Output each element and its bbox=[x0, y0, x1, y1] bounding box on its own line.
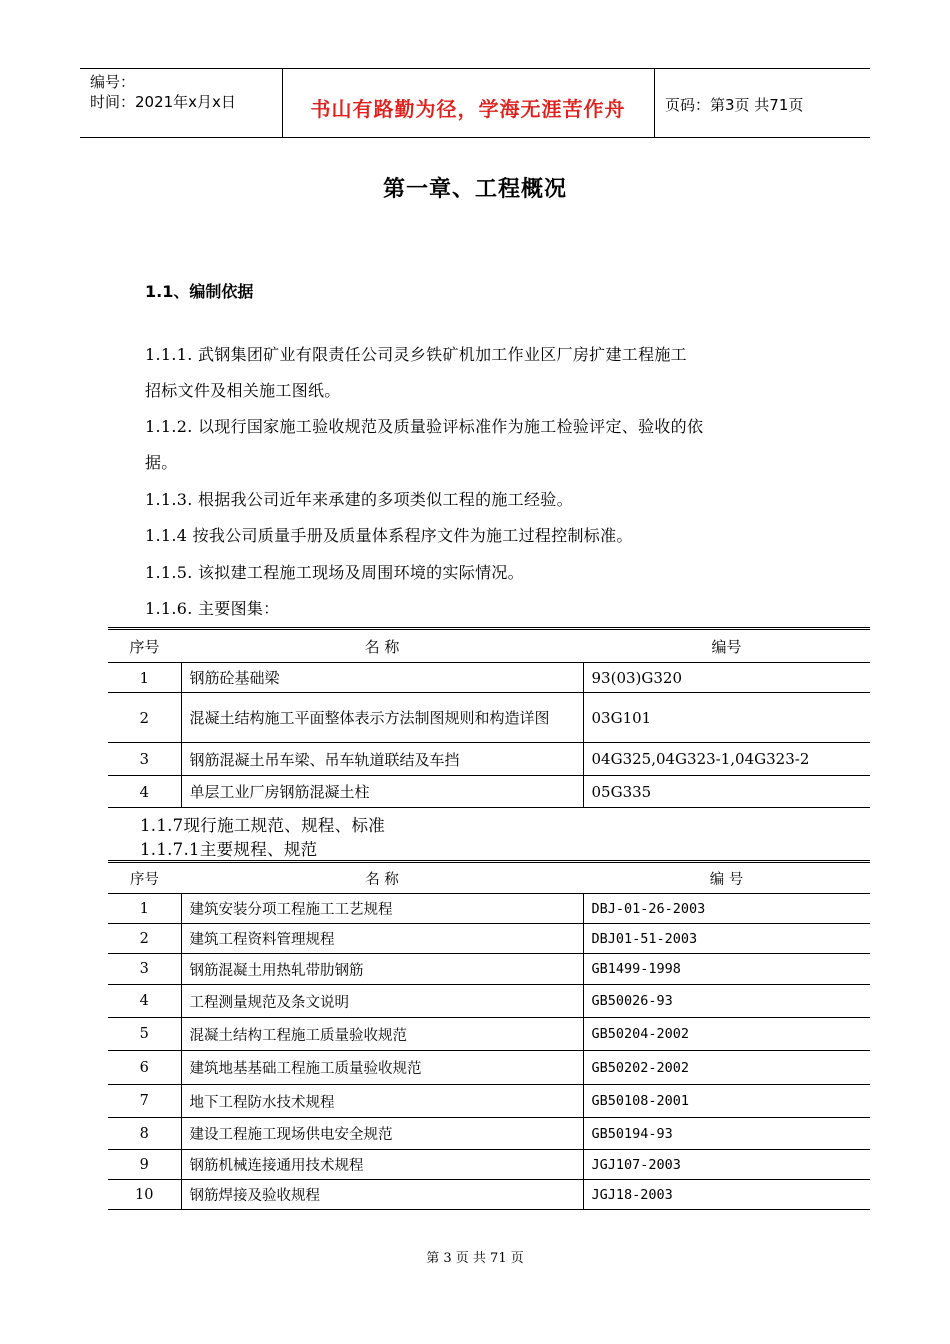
drawing-atlas-table bbox=[108, 627, 870, 808]
header-motto: 书山有路勤为径，学海无涯苦作舟 bbox=[310, 97, 626, 121]
col-header-no: 序号 bbox=[108, 629, 181, 663]
table-row bbox=[108, 1085, 870, 1118]
specifications-table-body bbox=[108, 894, 870, 1210]
chapter-title: 第一章、工程概况 bbox=[382, 177, 567, 202]
table-row bbox=[108, 924, 870, 954]
row-no: 2 bbox=[108, 693, 181, 743]
row-no: 10 bbox=[108, 1180, 181, 1210]
table-row bbox=[108, 776, 870, 808]
row-no: 4 bbox=[108, 985, 181, 1018]
row-name: 建设工程施工现场供电安全规范 bbox=[181, 1118, 583, 1150]
col-header-code: 编 号 bbox=[583, 862, 870, 894]
row-code: JGJ107-2003 bbox=[583, 1150, 870, 1180]
row-no: 4 bbox=[108, 776, 181, 808]
paragraph-1-line-2: 招标文件及相关施工图纸。 bbox=[145, 381, 341, 400]
row-code: 93(03)G320 bbox=[583, 663, 870, 693]
row-code: 04G325,04G323-1,04G323-2 bbox=[583, 743, 870, 776]
row-name: 地下工程防水技术规程 bbox=[181, 1085, 583, 1118]
row-name: 混凝土结构工程施工质量验收规范 bbox=[181, 1018, 583, 1051]
header-meta-cell bbox=[80, 69, 283, 137]
page-header bbox=[80, 68, 870, 138]
paragraph-6: 1.1.6. 主要图集： bbox=[145, 599, 280, 618]
row-name: 钢筋砼基础梁 bbox=[181, 663, 583, 693]
specifications-table bbox=[108, 860, 870, 1210]
table-header-row bbox=[108, 862, 870, 894]
sub-heading-2: 1.1.7.1主要规程、规范 bbox=[140, 840, 318, 859]
sub-heading-1: 1.1.7现行施工规范、规程、标准 bbox=[140, 816, 386, 835]
row-no: 9 bbox=[108, 1150, 181, 1180]
paragraph-2-line-1: 1.1.2. 以现行国家施工验收规范及质量验评标准作为施工检验评定、验收的依 bbox=[145, 417, 704, 436]
paragraph-4: 1.1.4 按我公司质量手册及质量体系程序文件为施工过程控制标准。 bbox=[145, 526, 633, 545]
table-header-row bbox=[108, 629, 870, 663]
table-row bbox=[108, 1051, 870, 1085]
paragraph-5: 1.1.5. 该拟建工程施工现场及周围环境的实际情况。 bbox=[145, 563, 524, 582]
paragraph-2-line-2: 据。 bbox=[145, 453, 178, 472]
row-name: 单层工业厂房钢筋混凝土柱 bbox=[181, 776, 583, 808]
table-row bbox=[108, 954, 870, 985]
header-page-cell bbox=[655, 69, 870, 137]
row-code: 05G335 bbox=[583, 776, 870, 808]
row-name: 建筑工程资料管理规程 bbox=[181, 924, 583, 954]
header-motto-cell bbox=[282, 69, 655, 137]
row-code: JGJ18-2003 bbox=[583, 1180, 870, 1210]
row-code: DBJ01-51-2003 bbox=[583, 924, 870, 954]
paragraph-1-line-1: 1.1.1. 武钢集团矿业有限责任公司灵乡铁矿机加工作业区厂房扩建工程施工 bbox=[145, 345, 687, 364]
row-no: 1 bbox=[108, 894, 181, 924]
row-name: 工程测量规范及条文说明 bbox=[181, 985, 583, 1018]
page-footer: 第 3 页 共 71 页 bbox=[426, 1251, 524, 1266]
row-name: 钢筋焊接及验收规程 bbox=[181, 1180, 583, 1210]
row-code: GB50202-2002 bbox=[583, 1051, 870, 1085]
header-page-info: 页码：第3页 共71页 bbox=[665, 96, 804, 114]
row-code: GB50194-93 bbox=[583, 1118, 870, 1150]
section-title: 1.1、编制依据 bbox=[145, 282, 254, 301]
table-row bbox=[108, 1150, 870, 1180]
row-name: 建筑安装分项工程施工工艺规程 bbox=[181, 894, 583, 924]
table-row bbox=[108, 693, 870, 743]
paragraph-3: 1.1.3. 根据我公司近年来承建的多项类似工程的施工经验。 bbox=[145, 490, 573, 509]
row-name: 钢筋混凝土吊车梁、吊车轨道联结及车挡 bbox=[181, 743, 583, 776]
row-no: 7 bbox=[108, 1085, 181, 1118]
row-no: 3 bbox=[108, 954, 181, 985]
row-no: 3 bbox=[108, 743, 181, 776]
col-header-name: 名 称 bbox=[181, 629, 583, 663]
row-code: GB50108-2001 bbox=[583, 1085, 870, 1118]
row-name: 钢筋机械连接通用技术规程 bbox=[181, 1150, 583, 1180]
row-no: 1 bbox=[108, 663, 181, 693]
header-number-label: 编号： bbox=[90, 73, 136, 91]
table-row bbox=[108, 663, 870, 693]
table-row bbox=[108, 985, 870, 1018]
table-row bbox=[108, 1118, 870, 1150]
header-time-label: 时间：2021年x月x日 bbox=[90, 93, 236, 111]
table-row bbox=[108, 1180, 870, 1210]
row-name: 混凝土结构施工平面整体表示方法制图规则和构造详图 bbox=[181, 693, 583, 743]
table-row bbox=[108, 894, 870, 924]
row-code: GB50026-93 bbox=[583, 985, 870, 1018]
row-code: DBJ-01-26-2003 bbox=[583, 894, 870, 924]
table-row bbox=[108, 1018, 870, 1051]
row-code: GB50204-2002 bbox=[583, 1018, 870, 1051]
col-header-no: 序号 bbox=[108, 862, 181, 894]
row-code: 03G101 bbox=[583, 693, 870, 743]
col-header-name: 名 称 bbox=[181, 862, 583, 894]
table-row bbox=[108, 743, 870, 776]
row-code: GB1499-1998 bbox=[583, 954, 870, 985]
row-no: 2 bbox=[108, 924, 181, 954]
col-header-code: 编号 bbox=[583, 629, 870, 663]
row-name: 建筑地基基础工程施工质量验收规范 bbox=[181, 1051, 583, 1085]
row-name: 钢筋混凝土用热轧带肋钢筋 bbox=[181, 954, 583, 985]
row-no: 6 bbox=[108, 1051, 181, 1085]
row-no: 5 bbox=[108, 1018, 181, 1051]
row-no: 8 bbox=[108, 1118, 181, 1150]
